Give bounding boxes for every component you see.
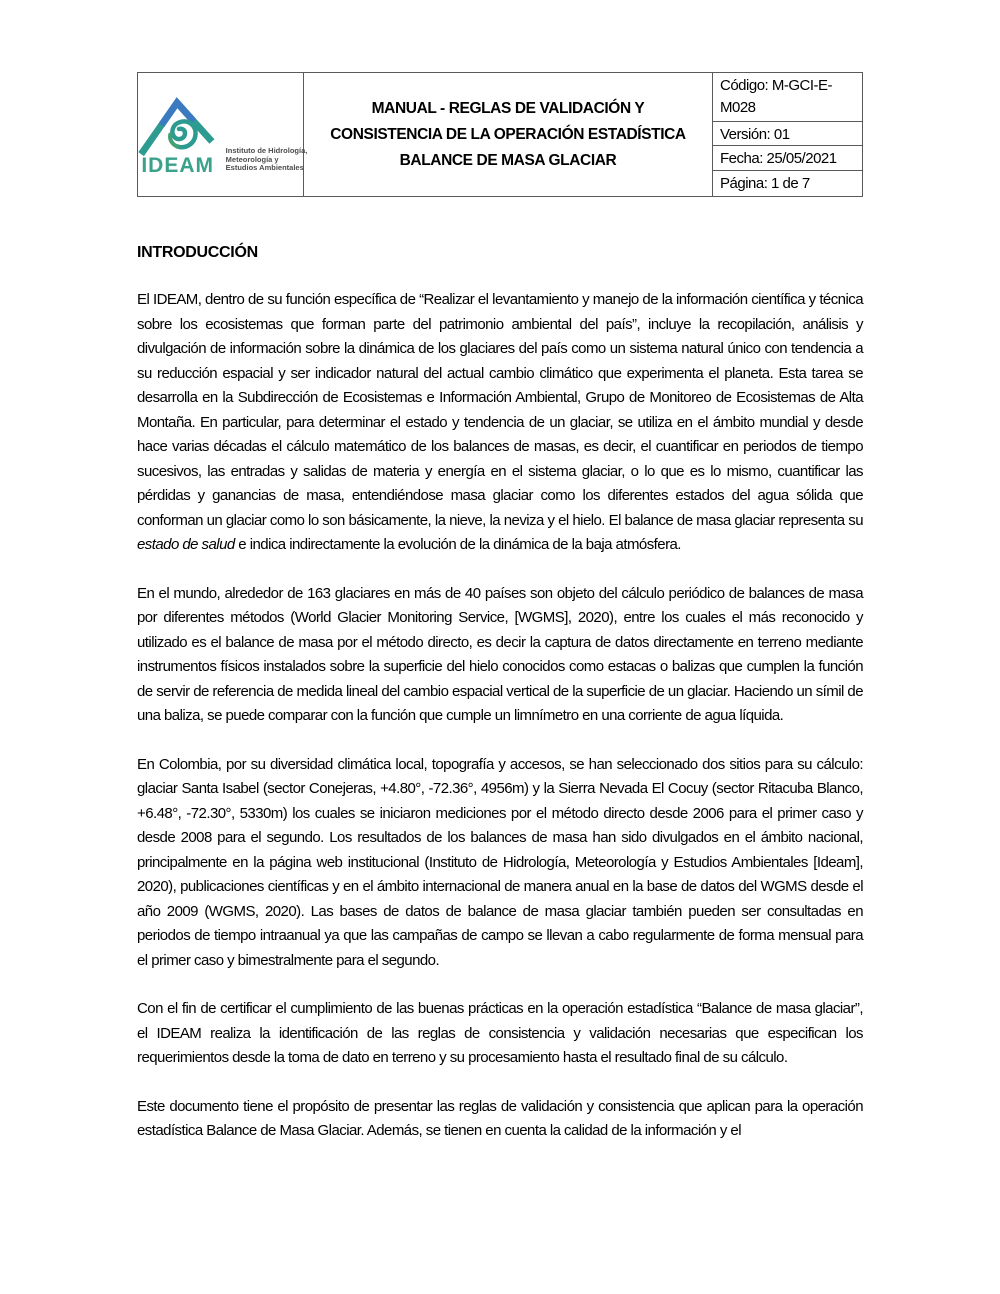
meta-row-codigo: Código: M-GCI-E-M028	[713, 73, 862, 122]
document-title-cell	[304, 73, 713, 196]
meta-row-fecha: Fecha: 25/05/2021	[713, 146, 862, 171]
document-title-line: BALANCE DE MASA GLACIAR	[399, 151, 617, 169]
meta-row-version: Versión: 01	[713, 122, 862, 146]
document-body	[137, 288, 863, 1144]
meta-row-pagina: Página: 1 de 7	[720, 175, 810, 192]
ideam-acronym: IDEAM	[141, 153, 214, 177]
document-title-line: CONSISTENCIA DE LA OPERACIÓN ESTADÍSTICA	[330, 125, 686, 143]
org-name-line: Instituto de Hidrología,	[225, 146, 308, 155]
paragraph-1-italic: estado de salud	[137, 536, 235, 553]
document-title-line: MANUAL - REGLAS DE VALIDACIÓN Y	[371, 99, 645, 117]
section-heading-introduccion: INTRODUCCIÓN	[137, 244, 258, 261]
org-name-line: Estudios Ambientales	[225, 163, 304, 172]
ideam-org-name	[226, 147, 308, 173]
header-table	[137, 72, 863, 197]
ideam-mountain-swirl-icon	[134, 94, 222, 158]
paragraph-1-post: e indica indirectamente la evolución de la dinámica de la baja atmósfera.	[234, 536, 681, 553]
paragraph-5: Este documento tiene el propósito de presentar las reglas de validación y consistencia que aplican para la operación estadística Balance de Masa Glaciar. Además, se tienen en cuenta la calidad de la información y el	[137, 1097, 863, 1139]
paragraph-2: En el mundo, alrededor de 163 glaciares en más de 40 países son objeto del cálculo periódico de balances de masa por diferentes métodos (World Glacier Monitoring Service, [WGMS], 2020), entre los cuales el más reconocido y utilizado es el balance de masa por el método directo, es decir la captura de datos directamente en terreno mediante instrumentos físicos instalados sobre la superficie del hielo conocidos como estacas o balizas que cumplen la función de servir de referencia de medida lineal del cambio espacial vertical de la superficie de un glaciar. Haciendo un símil de una baliza, se puede comparar con la función que cumple un limnímetro en una corriente de agua líquida.	[137, 584, 863, 724]
document-meta-cell	[713, 73, 862, 196]
paragraph-4: Con el fin de certificar el cumplimiento de las buenas prácticas en la operación estadística “Balance de masa glaciar”, el IDEAM realiza la identificación de las reglas de consistencia y validación necesarias que especifican los requerimientos desde la toma de dato en terreno y su procesamiento hasta el resultado final de su cálculo.	[137, 1000, 863, 1066]
paragraph-3: En Colombia, por su diversidad climática local, topografía y accesos, se han seleccionado dos sitios para su cálculo: glaciar Santa Isabel (sector Conejeras, +4.80°, -72.36°, 4956m) y la Sierra Nevada El Cocuy (sector Ritacuba Blanco, +6.48°, -72.30°, 5330m) los cuales se iniciaron mediciones por el método directo desde 2006 para el primer caso y desde 2008 para el segundo. Los resultados de los balances de masa han sido divulgados en el ámbito nacional, principalmente en la página web institucional (Instituto de Hidrología, Meteorología y Estudios Ambientales [Ideam], 2020), publicaciones científicas y en el ámbito internacional de manera anual en la base de datos del WGMS desde el año 2009 (WGMS, 2020). Las bases de datos de balance de masa glaciar también pueden ser consultadas en periodos de tiempo intraanual ya que las campañas de campo se llevan a cabo regularmente de forma mensual para el primer caso y bimestralmente para el segundo.	[137, 755, 863, 969]
paragraph-1	[137, 288, 863, 558]
logo-cell	[138, 73, 308, 196]
paragraph-1-pre: El IDEAM, dentro de su función específica de “Realizar el levantamiento y manejo de la información científica y técnica sobre los ecosistemas que forman parte del patrimonio ambiental del país”, incluye la recopilación, análisis y divulgación de información sobre la dinámica de los glaciares del país como un sistema natural único con tendencia a su reducción espacial y ser indicador natural del actual cambio climático que experimenta el planeta. Esta tarea se desarrolla en la Subdirección de Ecosistemas e Información Ambiental, Grupo de Monitoreo de Ecosistemas de Alta Montaña. En particular, para determinar el estado y tendencia de un glaciar, se utiliza en el ámbito mundial y desde hace varias décadas el cálculo matemático de los balances de masas, es decir, el cuantificar en periodos de tiempo sucesivos, las entradas y salidas de materia y energía en el sistema glaciar, o lo que es lo mismo, cuantificar las pérdidas y ganancias de masa, entendiéndose masa glaciar como los diferentes estados del agua sólida que conforman un glaciar como lo son básicamente, la nieve, la neviza y el hielo. El balance de masa glaciar representa su	[137, 291, 863, 529]
org-name-line: Meteorología y	[225, 154, 279, 164]
